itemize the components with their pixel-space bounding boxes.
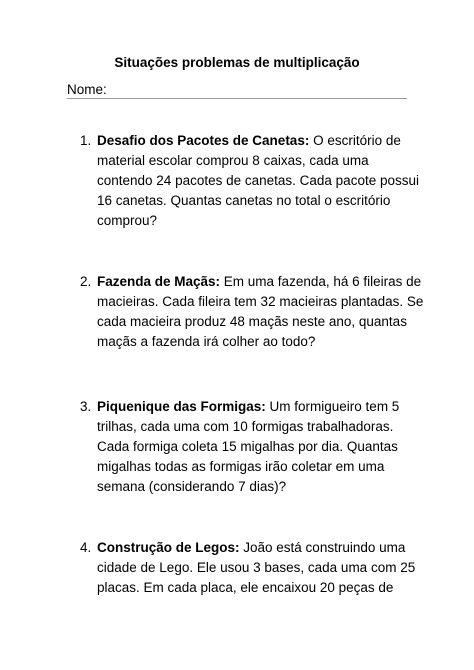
question-first-line (97, 131, 420, 151)
question-line: trilhas, cada uma com 10 formigas trabalhadoras. (97, 419, 394, 434)
question-text: João está construindo uma (239, 540, 406, 555)
question-text: Um formigueiro tem 5 (265, 399, 400, 414)
question-first-line (97, 538, 420, 558)
question-line: cidade de Lego. Ele usou 3 bases, cada uma com 25 (97, 560, 416, 575)
question-number: 2. (80, 274, 92, 289)
question-1 (80, 131, 420, 231)
question-line: macieiras. Cada fileira tem 32 macieiras plantadas. Se (97, 294, 424, 309)
question-line: 16 canetas. Quantas canetas no total o escritório (97, 193, 391, 208)
question-number: 4. (80, 540, 92, 555)
question-text: Em uma fazenda, há 6 fileiras de (220, 274, 422, 289)
question-title: Construção de Legos: (97, 540, 240, 555)
question-first-line (97, 272, 420, 292)
question-4 (80, 538, 420, 598)
question-line: semana (considerando 7 dias)? (97, 479, 287, 494)
question-line: cada macieira produz 48 maçãs neste ano, quantas (97, 314, 407, 329)
question-line: maçãs a fazenda irá colher ao todo? (97, 334, 316, 349)
question-number: 3. (80, 399, 92, 414)
question-title: Fazenda de Maçãs: (97, 274, 221, 289)
question-line: contendo 24 pacotes de canetas. Cada pacote possui (97, 173, 419, 188)
question-line: placas. Em cada placa, ele encaixou 20 peças de (97, 580, 394, 595)
question-3 (80, 397, 420, 497)
document-title: Situações problemas de multiplicação (114, 55, 360, 70)
question-line: Cada formiga coleta 15 migalhas por dia. Quantas (97, 439, 398, 454)
question-line: material escolar comprou 8 caixas, cada uma (97, 153, 369, 168)
name-field-line (67, 82, 407, 99)
name-label: Nome: (67, 82, 107, 97)
question-text: O escritório de (309, 133, 401, 148)
question-line: migalhas todas as formigas irão coletar em uma (97, 459, 385, 474)
question-number: 1. (80, 133, 92, 148)
question-title: Piquenique das Formigas: (97, 399, 266, 414)
question-2 (80, 272, 424, 352)
question-first-line (97, 397, 420, 417)
question-line: comprou? (97, 213, 158, 228)
question-title: Desafio dos Pacotes de Canetas: (97, 133, 310, 148)
